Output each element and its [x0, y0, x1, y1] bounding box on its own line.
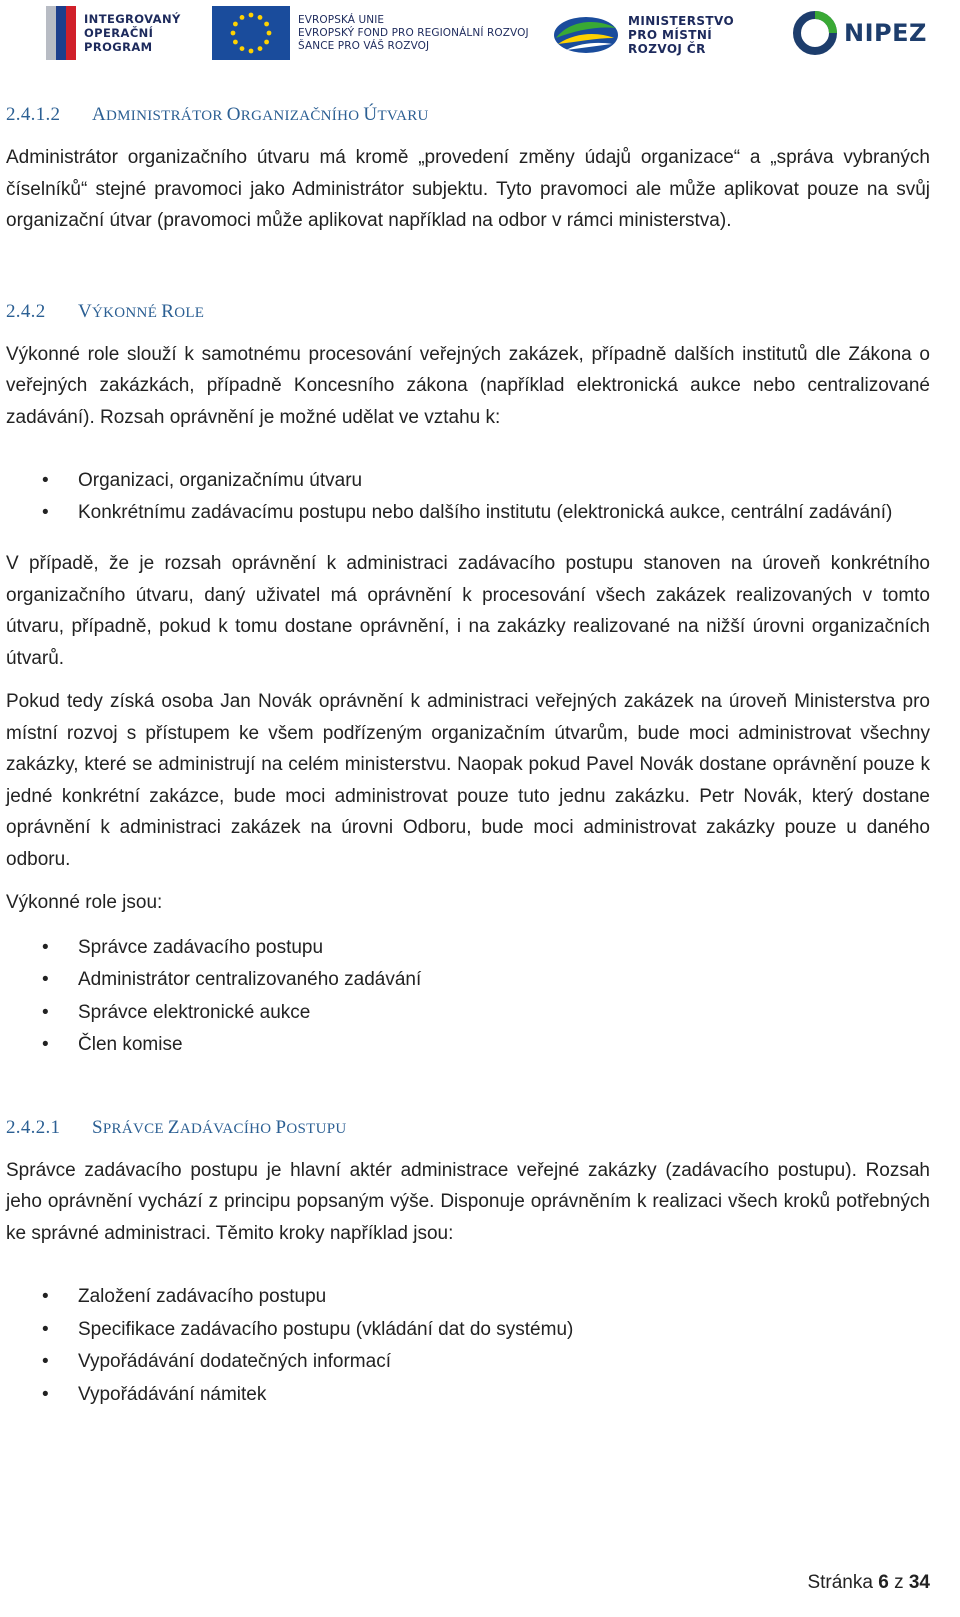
list-item — [6, 1346, 930, 1378]
heading-2-4-2 — [6, 301, 930, 323]
iop-bars-icon — [46, 6, 76, 60]
heading-smallcaps: TVARU — [377, 108, 429, 124]
heading-2-4-2-1 — [6, 1117, 930, 1139]
list-item-text: Administrátor centralizovaného zadávání — [78, 969, 422, 990]
footer-separator: z — [888, 1572, 909, 1593]
heading-2-4-1-2 — [6, 104, 930, 126]
heading-cap: R — [161, 300, 175, 322]
eu-text-line: EVROPSKÁ UNIE — [298, 13, 385, 26]
heading-smallcaps: ADÁVACÍHO — [179, 1120, 276, 1137]
list-item-text: Správce zadávacího postupu — [78, 936, 324, 958]
mmr-text-line: ROZVOJ ČR — [628, 42, 706, 56]
list-item — [6, 1281, 930, 1313]
eu-logo — [212, 6, 529, 60]
list-item — [6, 497, 930, 529]
bullet-icon: • — [42, 936, 49, 958]
heading-cap: P — [275, 1116, 287, 1138]
page-header — [0, 0, 960, 80]
bullet-list — [6, 1281, 930, 1410]
list-item — [6, 932, 930, 964]
list-item-text: Člen komise — [78, 1034, 183, 1055]
list-item — [6, 465, 930, 497]
heading-smallcaps: OSTUPU — [286, 1120, 347, 1137]
paragraph: Výkonné role slouží k samotnému procesování veřejných zakázek, případně dalších institutů dle Zákona o veřejných zakázkách, případně Koncesního zákona (například elektronická aukce nebo centralizované zadávání). Rozsah oprávnění je možné udělat ve vztahu k: — [6, 343, 930, 428]
heading-number: 2.4.2 — [6, 300, 46, 322]
paragraph: Administrátor organizačního útvaru má kromě „provedení změny údajů organizace“ a „správa vybraných číselníků“ stejné pravomoci jako Administrátor subjektu. Tyto pravomoci ale může aplikovat pouze na svůj organizační útvar (pravomoci může aplikovat například na odbor v rámci ministerstva). — [6, 147, 930, 231]
list-item-text: Založení zadávacího postupu — [78, 1286, 327, 1307]
mmr-text-line: PRO MÍSTNÍ — [628, 28, 713, 42]
heading-smallcaps: ÝKONNÉ — [92, 304, 162, 321]
list-item-text: Konkrétnímu zadávacímu postupu nebo dalšího institutu (elektronická aukce, centrální zadávání) — [78, 501, 893, 523]
bullet-list — [6, 932, 930, 1061]
nipez-ring-icon — [792, 10, 838, 56]
paragraph: Výkonné role jsou: — [6, 892, 163, 913]
heading-number: 2.4.2.1 — [6, 1116, 61, 1138]
nipez-logo — [792, 8, 927, 58]
heading-smallcaps: PRÁVCE — [102, 1120, 168, 1137]
bullet-list — [6, 465, 930, 528]
heading-smallcaps: DMINISTRÁTOR — [106, 108, 227, 124]
heading-number: 2.4.1.2 — [6, 104, 61, 125]
bullet-icon: • — [42, 1001, 49, 1023]
iop-text-line: PROGRAM — [84, 40, 153, 54]
footer-prefix: Stránka — [807, 1572, 879, 1593]
paragraph: Pokud tedy získá osoba Jan Novák oprávnění k administraci veřejných zakázek na úroveň Ministerstva pro místní rozvoj s přístupem ke všem podřízeným organizačním útvarům, bude moci administrovat všechny zakázky, které se administrují na celém ministerstvu. Naopak pokud Pavel Novák dostane oprávnění pouze k jedné konkrétní zakázce, bude moci administrovat pouze tuto jednu zakázku. Petr Novák, který dostane oprávnění k administraci zakázek na úrovni Odboru, bude moci administrovat zakázky pouze u daného odboru. — [6, 691, 930, 870]
list-item — [6, 1029, 930, 1061]
heading-cap: O — [226, 104, 241, 125]
document-body — [6, 104, 930, 1410]
bullet-icon: • — [42, 1351, 49, 1372]
nipez-wordmark: NIPEZ — [844, 19, 927, 47]
bullet-icon: • — [42, 1286, 49, 1307]
iop-logo — [46, 6, 181, 60]
page-number: 6 — [878, 1572, 889, 1593]
bullet-icon: • — [42, 470, 49, 491]
bullet-icon: • — [42, 1318, 49, 1340]
list-item-text: Vypořádávání dodatečných informací — [78, 1351, 391, 1372]
bullet-icon: • — [42, 501, 49, 523]
heading-cap: S — [92, 1116, 103, 1138]
eu-text-line: EVROPSKÝ FOND PRO REGIONÁLNÍ ROZVOJ — [298, 26, 529, 39]
heading-cap: A — [92, 104, 107, 125]
heading-smallcaps: OLE — [174, 304, 205, 321]
heading-cap: Ú — [363, 104, 378, 125]
mmr-emblem-icon — [552, 14, 620, 56]
paragraph: V případě, že je rozsah oprávnění k administraci zadávacího postupu stanoven na úroveň konkrétního organizačního útvaru, daný uživatel má oprávnění k procesování všech zakázek realizovaných v tomto útvaru, případně, pokud k tomu dostane oprávnění, i na zakázky realizované na nižší úrovni organizačních útvarů. — [6, 553, 930, 669]
iop-text-line: INTEGROVANÝ — [84, 12, 181, 26]
bullet-icon: • — [42, 1383, 49, 1405]
list-item — [6, 1314, 930, 1346]
heading-cap: Z — [167, 1116, 180, 1138]
page-footer — [807, 1572, 930, 1594]
page-total: 34 — [908, 1572, 930, 1593]
list-item-text: Organizaci, organizačnímu útvaru — [78, 470, 363, 491]
mmr-logo — [552, 10, 734, 60]
list-item — [6, 964, 930, 996]
bullet-icon: • — [42, 969, 49, 990]
paragraph: Správce zadávacího postupu je hlavní aktér administrace veřejné zakázky (zadávacího postupu). Rozsah jeho oprávnění vychází z principu popsaným výše. Disponuje oprávněním k realizaci všech kroků potřebných ke správné administraci. Těmito kroky například jsou: — [6, 1159, 930, 1244]
eu-flag-icon — [212, 6, 290, 60]
heading-smallcaps: RGANIZAČNÍHO — [240, 108, 364, 124]
list-item — [6, 1379, 930, 1411]
list-item-text: Vypořádávání námitek — [78, 1383, 267, 1405]
list-item-text: Správce elektronické aukce — [78, 1001, 311, 1023]
list-item — [6, 997, 930, 1029]
eu-text-line: ŠANCE PRO VÁŠ ROZVOJ — [298, 39, 430, 52]
mmr-text-line: MINISTERSTVO — [628, 14, 735, 28]
list-item-text: Specifikace zadávacího postupu (vkládání dat do systému) — [78, 1318, 574, 1340]
bullet-icon: • — [42, 1034, 49, 1055]
iop-text-line: OPERAČNÍ — [84, 26, 154, 40]
heading-cap: V — [78, 300, 93, 322]
